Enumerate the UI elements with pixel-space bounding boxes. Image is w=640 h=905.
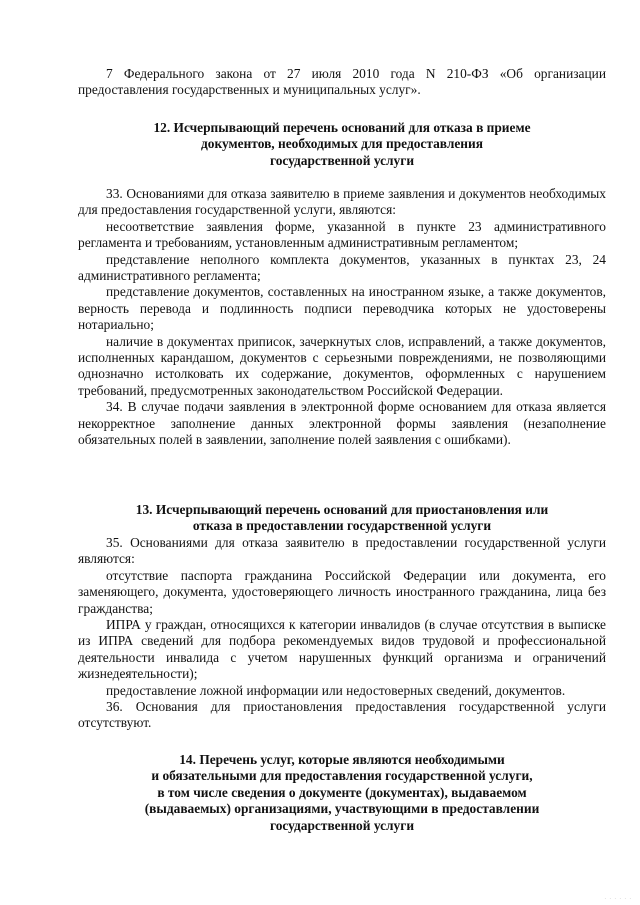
list-item: представление документов, составленных на иностранном языке, а также документов, верность перевода и подлинность подписи переводчика которых не удостоверены нотариально; [78,284,606,333]
heading-line: 14. Перечень услуг, которые являются необходимыми [179,752,505,767]
heading-line: 13. Исчерпывающий перечень оснований для приостановления или [135,502,549,517]
heading-line: (выдаваемых) организациями, участвующими в предоставлении [144,801,540,817]
heading-line: документов, необходимых для предоставления [201,136,483,152]
list-item: представление неполного комплекта документов, указанных в пунктах 23, 24 административного регламента; [78,251,606,284]
heading-line: государственной услуги [269,817,415,833]
heading-line: отказа в предоставлении государственной услуги [192,518,492,534]
section-13-heading [78,502,606,535]
heading-line: в том числе сведения о документе (документах), выдаваемом [157,784,527,800]
paragraph-35: 35. Основаниями для отказа заявителю в предоставлении государственной услуги являются: [78,535,606,567]
list-item: предоставление ложной информации или недостоверных сведений, документов. [106,682,566,698]
heading-line: государственной услуги [269,152,415,168]
list-item: несоответствие заявления форме, указанной в пункте 23 административного регламента и требованиям, установленным административным регламентом; [78,218,606,251]
section-12-body [78,186,606,449]
list-item: ИПРА у граждан, относящихся к категории инвалидов (в случае отсутствия в выписке из ИПРА сведений для подбора рекомендуемых видов трудовой и профессиональной деятельности инвалида с учетом нарушенных функций организма и ограничений жизнедеятельности); [78,617,606,682]
section-13-body [78,535,606,732]
heading-line: и обязательными для предоставления государственной услуги, [151,768,533,784]
section-14-heading [78,752,606,834]
list-item: отсутствие паспорта гражданина Российской Федерации или документа, его заменяющего, документа, удостоверяющего личность иностранного гражданина, лица без гражданства; [78,567,606,616]
intro-paragraph: 7 Федерального закона от 27 июля 2010 года N 210-ФЗ «Об организации предоставления государственных и муниципальных услуг». [78,66,606,98]
paragraph-33: 33. Основаниями для отказа заявителю в приеме заявления и документов необходимых для предоставления государственной услуги, являются: [78,186,606,218]
list-item: наличие в документах приписок, зачеркнутых слов, исправлений, а также документов, исполненных карандашом, документов с серьезными повреждениями, не позволяющими однозначно истолковать их содержание, документов, оформленных с нарушением требований, предусмотренных законодательством Российской Федерации. [78,333,606,398]
paragraph-34: 34. В случае подачи заявления в электронной форме основанием для отказа является некорректное заполнение данных электронной формы заявления (незаполнение обязательных полей в заявлении, заполнение полей заявления с ошибками). [78,399,606,448]
paragraph-36: 36. Основания для приостановления предоставления государственной услуги отсутствуют. [78,699,606,731]
heading-line: 12. Исчерпывающий перечень оснований для отказа в приеме [153,120,531,135]
section-12-heading [78,120,606,169]
scan-artifact: . . . . . . [604,895,632,901]
